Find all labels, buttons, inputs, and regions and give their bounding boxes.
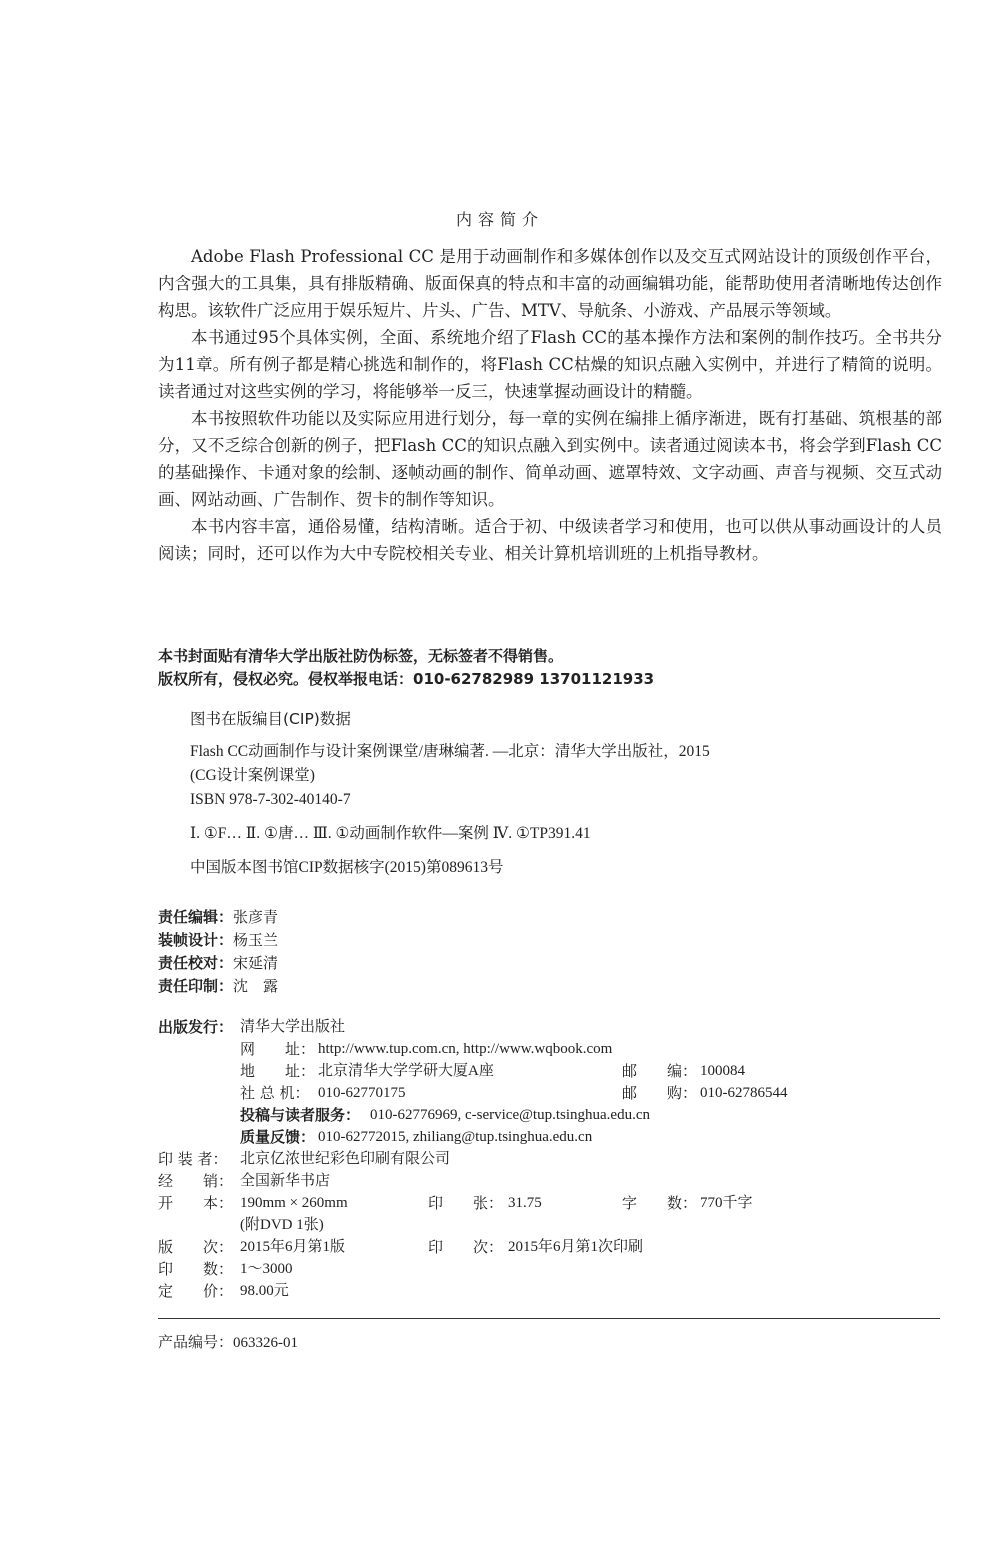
mail-order-label: 邮 购： <box>622 1084 698 1102</box>
words-label: 字 数： <box>622 1194 698 1212</box>
staff-label: 责任印制： <box>158 977 234 995</box>
copies-value: 1～3000 <box>240 1261 293 1277</box>
staff-value: 杨玉兰 <box>233 933 279 949</box>
submission-label: 投稿与读者服务： <box>240 1106 361 1124</box>
staff-label: 装帧设计： <box>158 931 234 949</box>
feedback-value: 010-62772015, zhiliang@tup.tsinghua.edu.cn <box>318 1129 593 1145</box>
cip-series: (CG设计案例课堂) <box>190 767 315 784</box>
website-label: 网 址： <box>240 1040 316 1058</box>
summary-paragraph: 本书通过95个具体实例，全面、系统地介绍了Flash CC的基本操作方法和案例的制作技巧。全书共分为11章。所有例子都是精心挑选和制作的，将Flash CC枯燥的知识点融入实例中，并进行了精简的说明。读者通过对这些实例的学习，将能够举一反三，快速掌握动画设计的精髓。 <box>158 328 942 401</box>
anti-counterfeit-notice: 本书封面贴有清华大学出版社防伪标签，无标签者不得销售。 <box>158 647 564 665</box>
cip-title-entry: Flash CC动画制作与设计案例课堂/唐琳编著. —北京：清华大学出版社，2015 <box>190 743 710 760</box>
sheets-label: 印 张： <box>428 1194 504 1212</box>
copies-row <box>158 1258 942 1280</box>
edition-row <box>158 1236 942 1258</box>
piracy-report-notice: 版权所有，侵权必究。侵权举报电话：010-62782989 13701121933 <box>158 670 655 688</box>
cip-record <box>190 740 710 880</box>
feedback-label: 质量反馈： <box>240 1128 316 1146</box>
address-label: 地 址： <box>240 1062 316 1080</box>
distributor-value: 全国新华书店 <box>240 1173 331 1189</box>
copies-label: 印 数： <box>158 1260 234 1278</box>
staff-row <box>158 906 278 929</box>
postcode-value: 100084 <box>700 1063 745 1079</box>
format-row <box>158 1192 942 1214</box>
printer-label: 印 装 者： <box>158 1150 228 1168</box>
mail-order-value: 010-62786544 <box>700 1085 788 1101</box>
attachment-value: (附DVD 1张) <box>240 1217 324 1233</box>
cip-classification: Ⅰ. ①F… Ⅱ. ①唐… Ⅲ. ①动画制作软件—案例 Ⅳ. ①TP391.41 <box>190 825 591 842</box>
publisher-name: 清华大学出版社 <box>240 1019 346 1035</box>
price-label: 定 价： <box>158 1282 234 1300</box>
staff-value: 沈 露 <box>233 979 279 995</box>
staff-label: 责任编辑： <box>158 908 234 926</box>
edition-label: 版 次： <box>158 1238 234 1256</box>
staff-row <box>158 975 278 998</box>
product-number-label: 产品编号： <box>158 1333 234 1351</box>
publisher-label: 出版发行： <box>158 1018 234 1036</box>
format-label: 开 本： <box>158 1194 234 1212</box>
summary-body <box>158 243 942 567</box>
cip-heading: 图书在版编目(CIP)数据 <box>190 710 351 728</box>
staff-row <box>158 929 278 952</box>
staff-value: 张彦青 <box>233 910 279 926</box>
staff-value: 宋延清 <box>233 956 279 972</box>
edition-value: 2015年6月第1版 <box>240 1239 346 1255</box>
switchboard-row <box>158 1082 942 1104</box>
format-value: 190mm × 260mm <box>240 1195 348 1211</box>
printer-row <box>158 1148 942 1170</box>
distributor-label: 经 销： <box>158 1172 234 1190</box>
summary-paragraph: Adobe Flash Professional CC 是用于动画制作和多媒体创作以及交互式网站设计的顶级创作平台，内含强大的工具集，具有排版精确、版面保真的特点和丰富的动画编辑功能，能帮助使用者清晰地传达创作构思。该软件广泛应用于娱乐短片、片头、广告、MTV、导航条、小游戏、产品展示等领域。 <box>158 247 942 320</box>
staff-label: 责任校对： <box>158 954 234 972</box>
postcode-label: 邮 编： <box>622 1062 698 1080</box>
summary-paragraph: 本书按照软件功能以及实际应用进行划分，每一章的实例在编排上循序渐进，既有打基础、筑根基的部分，又不乏综合创新的例子，把Flash CC的知识点融入到实例中。读者通过阅读本书，将会学到Flash CC的基础操作、卡通对象的绘制、逐帧动画的制作、简单动画、遮罩特效、文字动画、声音与视频、交互式动画、网站动画、广告制作、贺卡的制作等知识。 <box>158 409 942 509</box>
website-value: http://www.tup.com.cn, http://www.wqbook.com <box>318 1041 613 1057</box>
website-row <box>158 1038 942 1060</box>
copyright-notice <box>158 645 654 691</box>
publication-info <box>158 1016 942 1302</box>
staff-credits <box>158 906 278 998</box>
staff-row <box>158 952 278 975</box>
switchboard-label: 社 总 机： <box>240 1084 310 1102</box>
submission-value: 010-62776969, c-service@tup.tsinghua.edu.cn <box>370 1107 650 1123</box>
product-number-value: 063326-01 <box>233 1335 299 1351</box>
switchboard-value: 010-62770175 <box>318 1085 406 1101</box>
price-value: 98.00元 <box>240 1283 289 1299</box>
printer-value: 北京亿浓世纪彩色印刷有限公司 <box>240 1151 451 1167</box>
feedback-row <box>158 1126 942 1148</box>
impression-label: 印 次： <box>428 1238 504 1256</box>
distributor-row <box>158 1170 942 1192</box>
impression-value: 2015年6月第1次印刷 <box>508 1239 644 1255</box>
cip-data-number: 中国版本图书馆CIP数据核字(2015)第089613号 <box>190 859 504 876</box>
product-number <box>158 1331 298 1352</box>
summary-title: 内容简介 <box>455 210 544 229</box>
address-value: 北京清华大学学研大厦A座 <box>318 1063 494 1079</box>
submission-row <box>158 1104 942 1126</box>
words-value: 770千字 <box>700 1195 753 1211</box>
divider-line <box>158 1318 940 1319</box>
cip-isbn: ISBN 978-7-302-40140-7 <box>190 791 351 808</box>
sheets-value: 31.75 <box>508 1195 542 1211</box>
summary-paragraph: 本书内容丰富，通俗易懂，结构清晰。适合于初、中级读者学习和使用，也可以供从事动画设计的人员阅读；同时，还可以作为大中专院校相关专业、相关计算机培训班的上机指导教材。 <box>158 517 942 563</box>
price-row <box>158 1280 942 1302</box>
publisher-row <box>158 1016 942 1038</box>
attachment-row <box>158 1214 942 1236</box>
address-row <box>158 1060 942 1082</box>
